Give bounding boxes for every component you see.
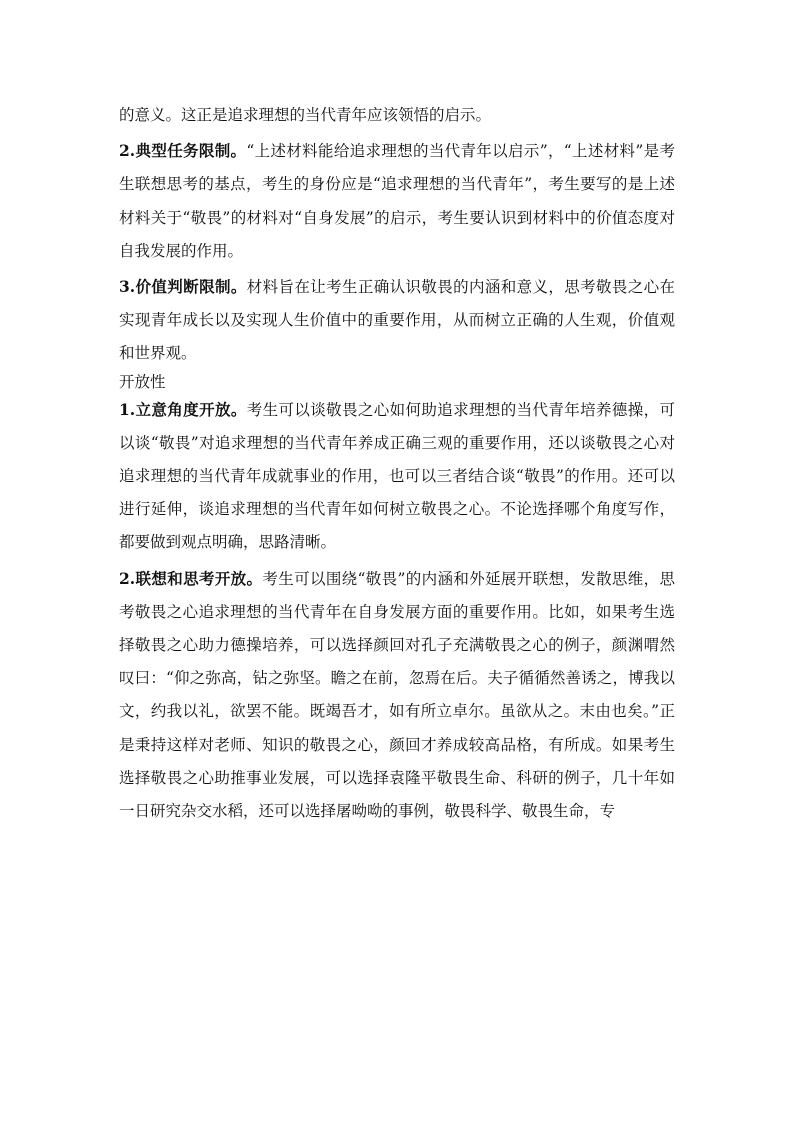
paragraph-association-openness bbox=[119, 562, 675, 829]
paragraph-typical-task bbox=[119, 134, 675, 268]
document-body bbox=[119, 99, 675, 828]
paragraph-value-judgment bbox=[119, 270, 675, 371]
paragraph-heading: 2.典型任务限制。 bbox=[119, 141, 247, 161]
section-title: 开放性 bbox=[119, 372, 166, 391]
paragraph-text: 材料旨在让考生正确认识敬畏的内涵和意义，思考敬畏之心在实现青年成长以及实现人生价值中的重要作用，从而树立正确的人生观，价值观和世界观。 bbox=[119, 278, 675, 363]
paragraph-angle-openness bbox=[119, 393, 675, 560]
paragraph-text: 考生可以谈敬畏之心如何助追求理想的当代青年培养德操，可以谈“敬畏”对追求理想的当代青年养成正确三观的重要作用，还以谈敬畏之心对追求理想的当代青年成就事业的作用，也可以三者结合谈“敬畏”的作用。还可以进行延伸，谈追求理想的当代青年如何树立敬畏之心。不论选择哪个角度写作，都要做到观点明确，思路清晰。 bbox=[119, 400, 675, 552]
paragraph-text: 考生可以围绕“敬畏”的内涵和外延展开联想，发散思维，思考敬畏之心追求理想的当代青年在自身发展方面的重要作用。比如，如果考生选择敬畏之心助力德操培养，可以选择颜回对孔子充满敬畏之心的例子，颜渊喟然叹曰：“仰之弥高，钻之弥坚。瞻之在前，忽焉在后。夫子循循然善诱之，博我以文，约我以礼，欲罢不能。既竭吾才，如有所立卓尔。虽欲从之。末由也矣。”正是秉持这样对老师、知识的敬畏之心，颜回才养成较高品格，有所成。如果考生选择敬畏之心助推事业发展，可以选择袁隆平敬畏生命、科研的例子，几十年如一日研究杂交水稻，还可以选择屠呦呦的事例，敬畏科学、敬畏生命，专 bbox=[119, 569, 675, 821]
paragraph-continuation bbox=[119, 99, 675, 132]
paragraph-heading: 1.立意角度开放。 bbox=[119, 399, 247, 419]
paragraph-heading: 3.价值判断限制。 bbox=[119, 277, 247, 297]
paragraph-text: 的意义。这正是追求理想的当代青年应该领悟的启示。 bbox=[119, 106, 492, 124]
paragraph-text: “上述材料能给追求理想的当代青年以启示”，“上述材料”是考生联想思考的基点，考生的身份应是“追求理想的当代青年”，考生要写的是上述材料关于“敬畏”的材料对“自身发展”的启示，考生要认识到材料中的价值态度对自我发展的作用。 bbox=[119, 142, 675, 260]
paragraph-heading: 2.联想和思考开放。 bbox=[119, 568, 263, 588]
